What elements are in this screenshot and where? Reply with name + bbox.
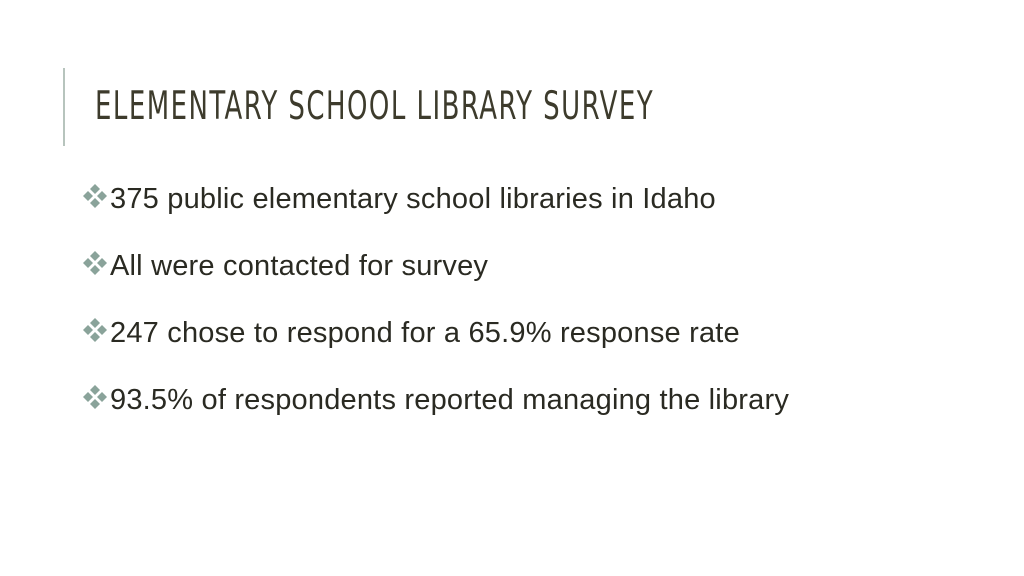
bullet-text: 375 public elementary school libraries in Idaho xyxy=(110,183,716,215)
bullet-item-3 xyxy=(80,300,789,367)
bullet-text: 93.5% of respondents reported managing the library xyxy=(110,384,790,416)
bullet-text: All were contacted for survey xyxy=(110,250,489,282)
bullet-text: 247 chose to respond for a 65.9% response rate xyxy=(110,317,740,349)
bullet-item-4 xyxy=(80,367,789,434)
bullet-item-2 xyxy=(80,233,789,300)
bullet-item-1 xyxy=(80,166,789,233)
diamond-cluster-icon xyxy=(80,315,110,345)
diamond-cluster-icon xyxy=(80,248,110,278)
diamond-cluster-icon xyxy=(80,181,110,211)
slide-title: ELEMENTARY SCHOOL LIBRARY SURVEY xyxy=(95,84,655,129)
diamond-cluster-icon xyxy=(80,382,110,412)
bullet-list xyxy=(80,166,789,434)
title-accent-bar xyxy=(63,68,65,146)
